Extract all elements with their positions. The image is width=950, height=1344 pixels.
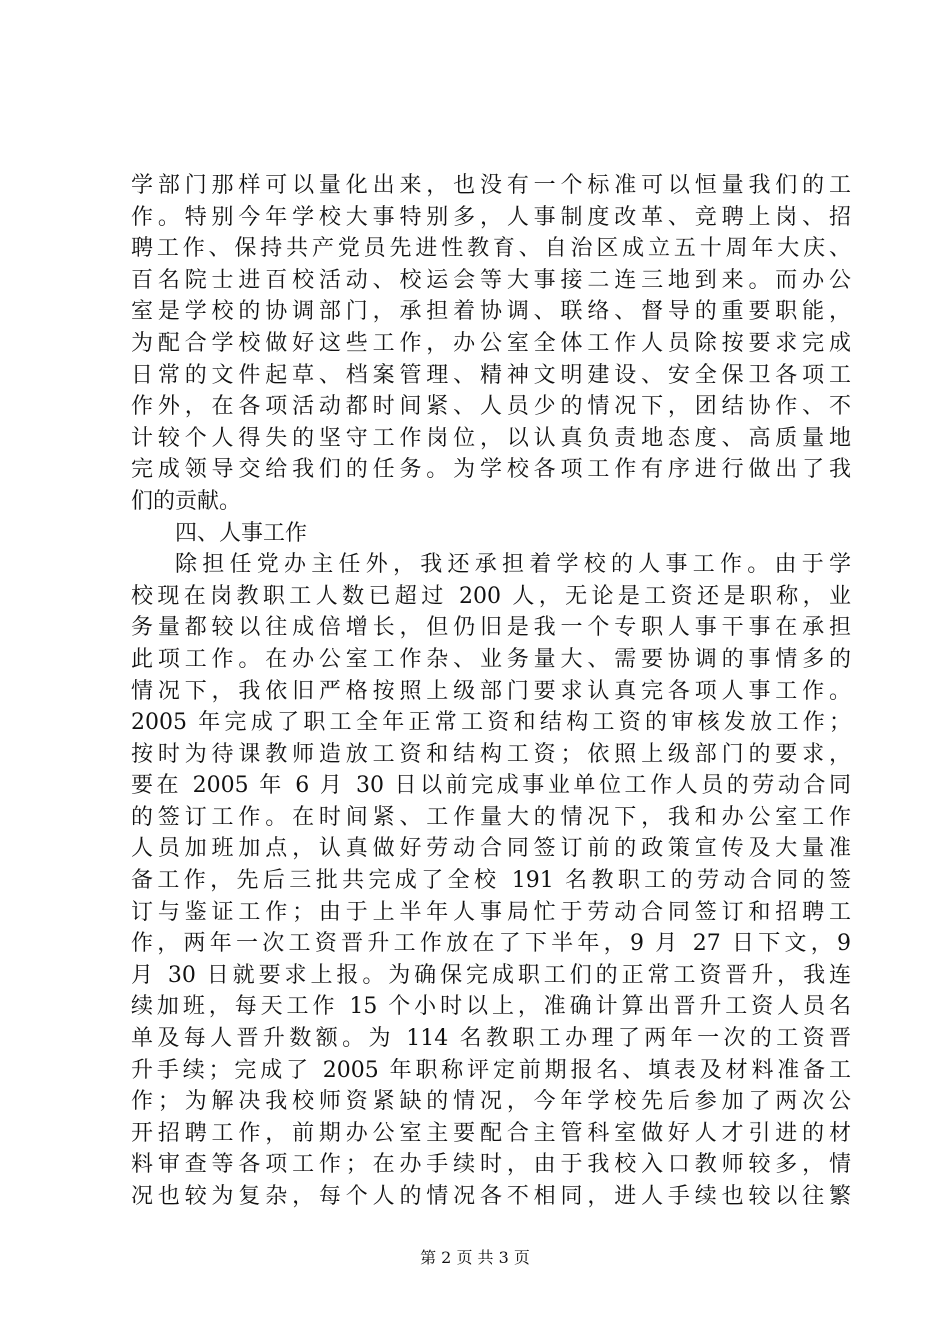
text-line: 完成领导交给我们的任务。为学校各项工作有序进行做出了我 xyxy=(131,457,851,483)
text-line: 校现在岗教职工人数已超过 200 人，无论是工资还是职称，业 xyxy=(131,583,851,609)
text-line: 此项工作。在办公室工作杂、业务量大、需要协调的事情多的 xyxy=(131,646,851,672)
text-line: 要在 2005 年 6 月 30 日以前完成事业单位工作人员的劳动合同 xyxy=(131,773,851,799)
text-line: 除担任党办主任外，我还承担着学校的人事工作。由于学 xyxy=(175,552,851,578)
text-line: 开招聘工作，前期办公室主要配合主管科室做好人才引进的材 xyxy=(131,1120,851,1146)
text-line: 的签订工作。在时间紧、工作量大的情况下，我和办公室工作 xyxy=(131,804,851,830)
text-line: 作；为解决我校师资紧缺的情况，今年学校先后参加了两次公 xyxy=(131,1089,851,1115)
text-line: 升手续；完成了 2005 年职称评定前期报名、填表及材料准备工 xyxy=(131,1057,851,1083)
text-line: 备工作，先后三批共完成了全校 191 名教职工的劳动合同的签 xyxy=(131,868,851,894)
text-line: 作，两年一次工资晋升工作放在了下半年，9 月 27 日下文，9 xyxy=(131,931,851,957)
text-line: 计较个人得失的坚守工作岗位，以认真负责地态度、高质量地 xyxy=(131,425,851,451)
text-line: 日常的文件起草、档案管理、精神文明建设、安全保卫各项工 xyxy=(131,362,851,388)
text-line: 订与鉴证工作；由于上半年人事局忙于劳动合同签订和招聘工 xyxy=(131,899,851,925)
text-line: 2005 年完成了职工全年正常工资和结构工资的审核发放工作； xyxy=(131,710,851,736)
text-line: 聘工作、保持共产党员先进性教育、自治区成立五十周年大庆、 xyxy=(131,236,851,262)
text-line: 们的贡献。 xyxy=(131,488,242,514)
text-line: 月 30 日就要求上报。为确保完成职工们的正常工资晋升，我连 xyxy=(131,962,851,988)
text-line: 人员加班加点，认真做好劳动合同签订前的政策宣传及大量准 xyxy=(131,836,851,862)
text-line: 料审查等各项工作；在办手续时，由于我校入口教师较多，情 xyxy=(131,1152,851,1178)
text-line: 况也较为复杂，每个人的情况各不相同，进人手续也较以往繁 xyxy=(131,1184,851,1209)
section-heading: 四、人事工作 xyxy=(175,520,308,546)
text-line: 务量都较以往成倍增长，但仍旧是我一个专职人事干事在承担 xyxy=(131,615,851,641)
text-line: 为配合学校做好这些工作，办公室全体工作人员除按要求完成 xyxy=(131,330,851,356)
text-line: 续加班，每天工作 15 个小时以上，准确计算出晋升工资人员名 xyxy=(131,994,851,1020)
text-line: 室是学校的协调部门，承担着协调、联络、督导的重要职能， xyxy=(131,299,851,325)
text-line: 作。特别今年学校大事特别多，人事制度改革、竞聘上岗、招 xyxy=(131,204,851,230)
body-text xyxy=(131,170,851,1213)
text-line: 按时为待课教师造放工资和结构工资；依照上级部门的要求， xyxy=(131,741,851,767)
text-line: 学部门那样可以量化出来，也没有一个标准可以恒量我们的工 xyxy=(131,173,851,198)
text-line: 单及每人晋升数额。为 114 名教职工办理了两年一次的工资晋 xyxy=(131,1026,851,1052)
text-line: 百名院士进百校活动、校运会等大事接二连三地到来。而办公 xyxy=(131,267,851,293)
text-line: 作外，在各项活动都时间紧、人员少的情况下，团结协作、不 xyxy=(131,394,851,420)
text-line: 情况下，我依旧严格按照上级部门要求认真完各项人事工作。 xyxy=(131,678,851,704)
page-number-footer: 第 2 页 共 3 页 xyxy=(420,1248,530,1267)
